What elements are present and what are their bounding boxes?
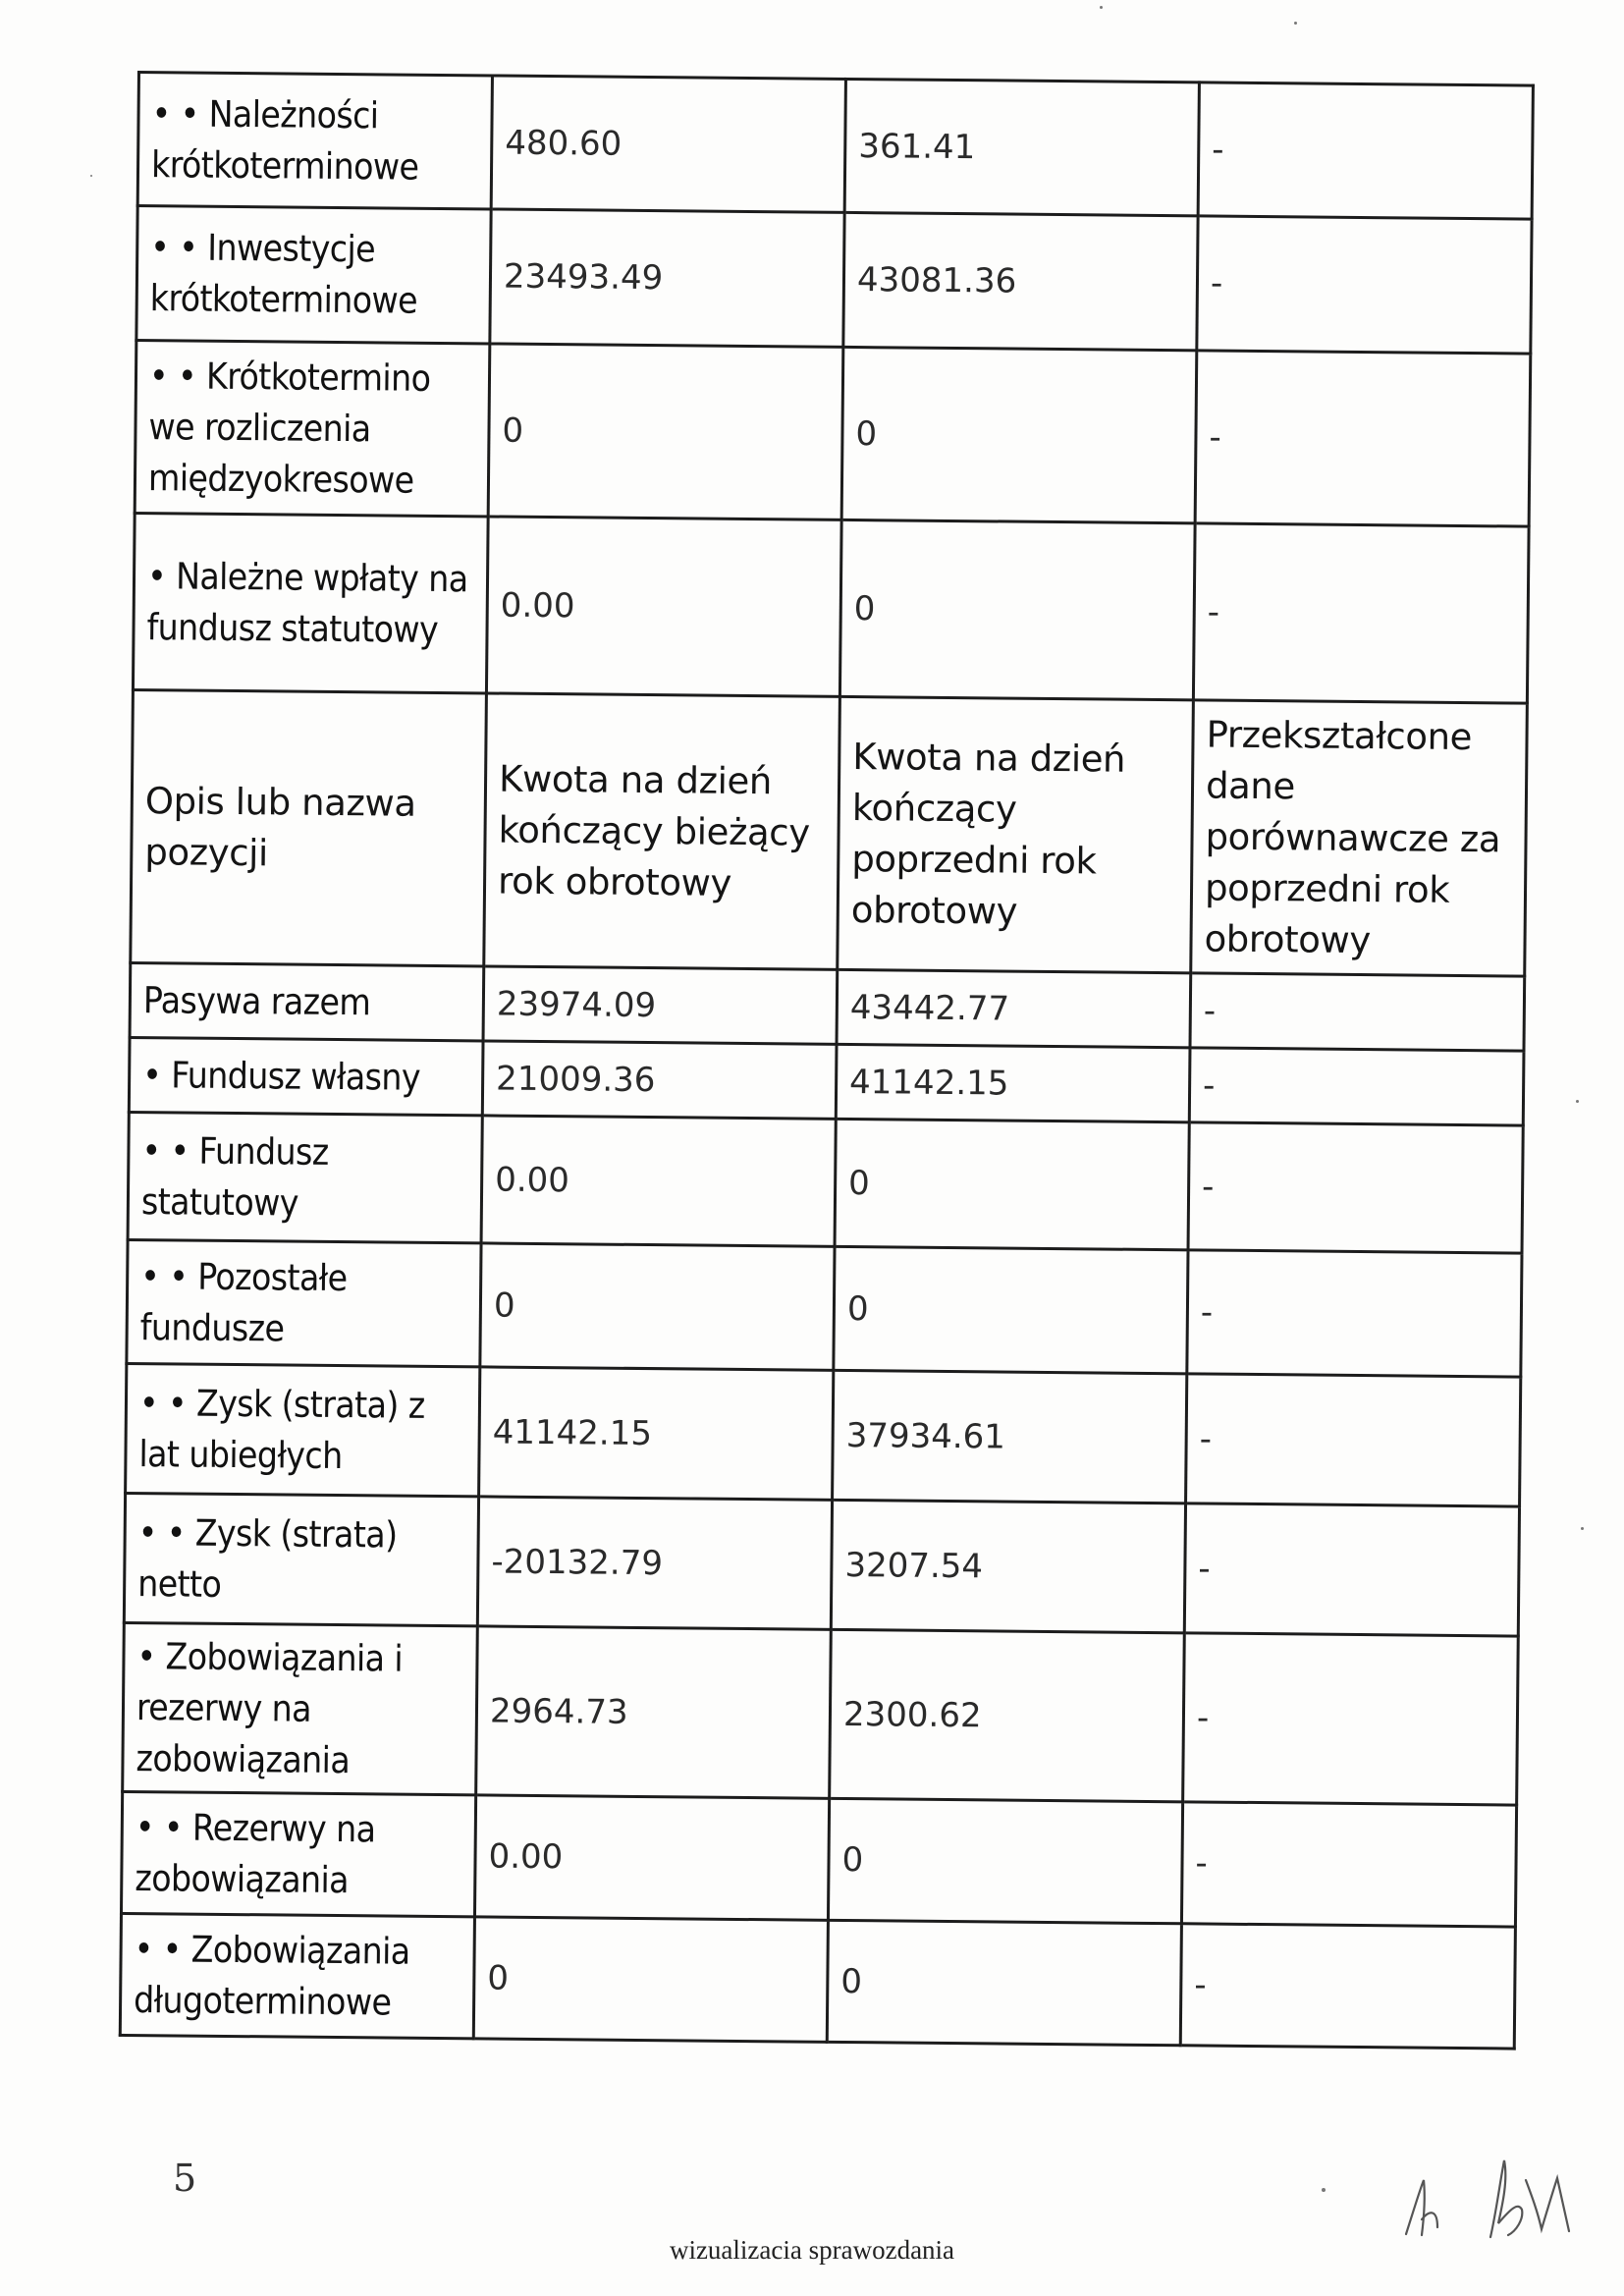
previous-year-value: 0	[839, 519, 1195, 699]
scan-speck	[1581, 1527, 1584, 1530]
restated-value: -	[1187, 1250, 1522, 1377]
row-label: • • Fundusz statutowy	[128, 1112, 482, 1242]
current-year-value: 41142.15	[479, 1367, 834, 1500]
table-row	[129, 1037, 1524, 1125]
current-year-value: 0	[473, 1917, 828, 2042]
column-header-current-year: Kwota na dzień kończący bieżący rok obrotowy	[484, 693, 840, 969]
current-year-value: 21009.36	[482, 1041, 837, 1119]
row-label: • Należne wpłaty na fundusz statutowy	[133, 513, 488, 692]
row-label: • • Zysk (strata) netto	[124, 1493, 478, 1625]
scan-speck	[90, 175, 92, 177]
restated-value: -	[1188, 1122, 1523, 1253]
handwritten-initials	[1394, 2141, 1591, 2249]
scan-speck	[1576, 1100, 1579, 1103]
table-row	[124, 1493, 1519, 1636]
row-label: • • Należności krótkoterminowe	[137, 73, 492, 209]
page-footer: wizualizacia sprawozdania	[669, 2235, 955, 2265]
current-year-value: 0	[480, 1243, 835, 1370]
current-year-value: 0.00	[486, 517, 841, 696]
restated-value: -	[1181, 1802, 1516, 1927]
table-row	[127, 1239, 1522, 1377]
table-row	[137, 73, 1533, 220]
restated-value: -	[1190, 973, 1525, 1051]
previous-year-value: 2300.62	[830, 1629, 1185, 1801]
previous-year-value: 43442.77	[837, 969, 1191, 1047]
row-label: • • Krótkotermino we rozliczenia międzyokresowe	[135, 341, 490, 517]
table-header-row	[131, 689, 1528, 976]
previous-year-value: 0	[835, 1119, 1189, 1249]
row-label: • Fundusz własny	[129, 1037, 483, 1115]
current-year-value: -20132.79	[477, 1497, 832, 1629]
restated-value: -	[1180, 1924, 1515, 2049]
current-year-value: 0.00	[481, 1116, 836, 1246]
row-label: • • Rezerwy na zobowiązania	[121, 1791, 475, 1916]
restated-value: -	[1193, 523, 1529, 703]
scan-speck	[1100, 6, 1103, 9]
row-label: • • Pozostałe fundusze	[127, 1239, 481, 1366]
current-year-value: 480.60	[491, 76, 845, 212]
previous-year-value: 0	[841, 347, 1197, 522]
handwritten-page-number: 5	[173, 2157, 197, 2200]
previous-year-value: 3207.54	[831, 1500, 1185, 1632]
scan-speck	[1322, 2188, 1326, 2192]
table-row	[135, 341, 1531, 527]
table-row	[133, 513, 1529, 703]
restated-value: -	[1186, 1374, 1521, 1506]
row-label: • • Inwestycje krótkoterminowe	[136, 206, 491, 344]
table-row	[128, 1112, 1523, 1253]
restated-value: -	[1184, 1503, 1519, 1636]
balance-sheet-table	[119, 71, 1535, 2050]
previous-year-value: 0	[827, 1920, 1181, 2045]
restated-value: -	[1189, 1048, 1524, 1125]
previous-year-value: 361.41	[844, 79, 1199, 215]
current-year-value: 23974.09	[483, 966, 838, 1044]
current-year-value: 0	[488, 344, 843, 519]
previous-year-value: 37934.61	[833, 1370, 1187, 1503]
row-label: • Zobowiązania i rezerwy na zobowiązania	[123, 1622, 478, 1794]
restated-value: -	[1198, 82, 1533, 219]
restated-value: -	[1197, 216, 1532, 354]
previous-year-value: 0	[828, 1798, 1182, 1923]
row-label: • • Zysk (strata) z lat ubiegłych	[126, 1363, 480, 1496]
table-row	[121, 1791, 1516, 1927]
column-header-restated: Przekształcone dane porównawcze za poprzedni rok obrotowy	[1191, 700, 1528, 976]
previous-year-value: 41142.15	[836, 1044, 1190, 1121]
current-year-value: 2964.73	[476, 1626, 832, 1798]
previous-year-value: 43081.36	[843, 212, 1198, 350]
current-year-value: 23493.49	[490, 209, 844, 347]
table-row	[130, 962, 1525, 1051]
table-row	[136, 206, 1532, 355]
current-year-value: 0.00	[474, 1795, 829, 1920]
restated-value: -	[1195, 351, 1531, 526]
row-label: Pasywa razem	[130, 962, 484, 1040]
row-label: • • Zobowiązania długoterminowe	[120, 1913, 474, 2038]
table-row	[126, 1363, 1521, 1506]
table-row	[120, 1913, 1515, 2049]
previous-year-value: 0	[834, 1246, 1188, 1373]
table-row	[123, 1622, 1519, 1805]
scan-speck	[1294, 22, 1297, 25]
restated-value: -	[1183, 1633, 1519, 1805]
column-header-previous-year: Kwota na dzień kończący poprzedni rok obrotowy	[838, 696, 1194, 972]
column-header-description: Opis lub nazwa pozycji	[131, 689, 487, 965]
